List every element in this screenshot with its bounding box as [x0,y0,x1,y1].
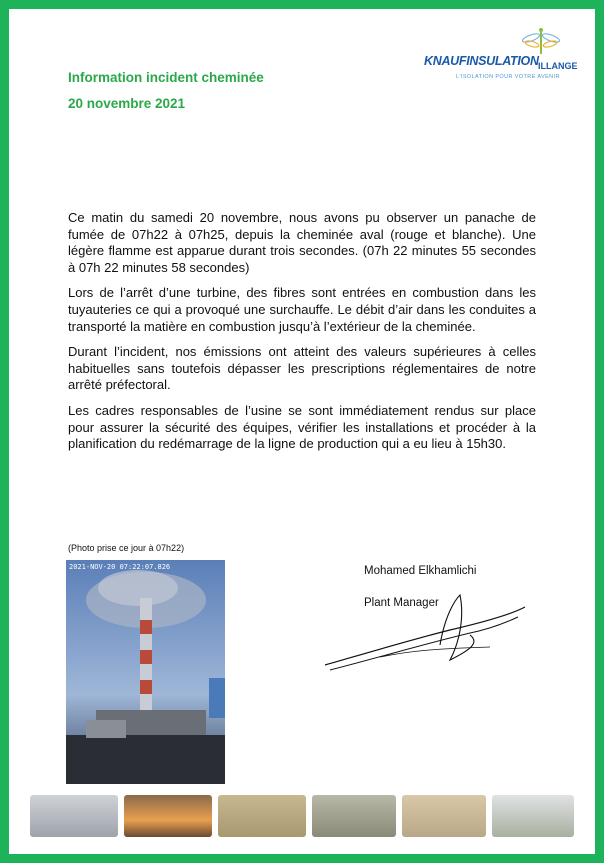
signatory-role: Plant Manager [364,597,439,609]
photo-caption: (Photo prise ce jour à 07h22) [68,543,185,553]
paragraph: Les cadres responsables de l’usine se sont immédiatement rendus sur place pour assurer la sécurité des équipes, vérifier les installations et procéder à la planification du redémarrage de la ligne de production qui a eu lieu à 15h30. [68,402,536,452]
paragraph: Ce matin du samedi 20 novembre, nous avons pu observer un panache de fumée de 07h22 à 07h25, depuis la cheminée aval (rouge et blanche). Une légère flamme est apparue durant trois secondes. (07h 22 minutes 55 secondes à 07h 22 minutes 58 secondes) [68,210,536,275]
logo-brand-text: KNAUFINSULATION [424,54,539,68]
photo-timestamp: 2021-NOV-20 07:22:07.826 [69,563,171,571]
handwritten-signature [320,585,530,675]
footer-photo [492,795,574,837]
logo-tagline: L'ISOLATION POUR VOTRE AVENIR [456,74,560,80]
footer-photo [30,795,118,837]
footer-photo [124,795,212,837]
footer-photo [402,795,486,837]
incident-photo [66,560,225,784]
body-text [68,210,536,462]
footer-photo [312,795,396,837]
paragraph: Lors de l’arrêt d’une turbine, des fibres sont entrées en combustion dans les tuyauteries ce qui a provoqué une surchauffe. Le débit d’air dans les conduites a transporté la matière en combustion jusqu’à l’extérieur de la cheminée. [68,285,536,334]
signatory-name: Mohamed Elkhamlichi [364,565,477,577]
footer-photo [218,795,306,837]
paragraph: Durant l’incident, nos émissions ont atteint des valeurs supérieures à celles habituelles sans toutefois dépasser les prescriptions réglementaires de notre arrêté préfectoral. [68,344,536,393]
document-date: 20 novembre 2021 [68,96,186,111]
logo-site-text: ILLANGE [538,61,578,71]
company-logo [420,26,578,82]
footer-image-strip [30,795,574,837]
document-title: Information incident cheminée [68,70,264,85]
